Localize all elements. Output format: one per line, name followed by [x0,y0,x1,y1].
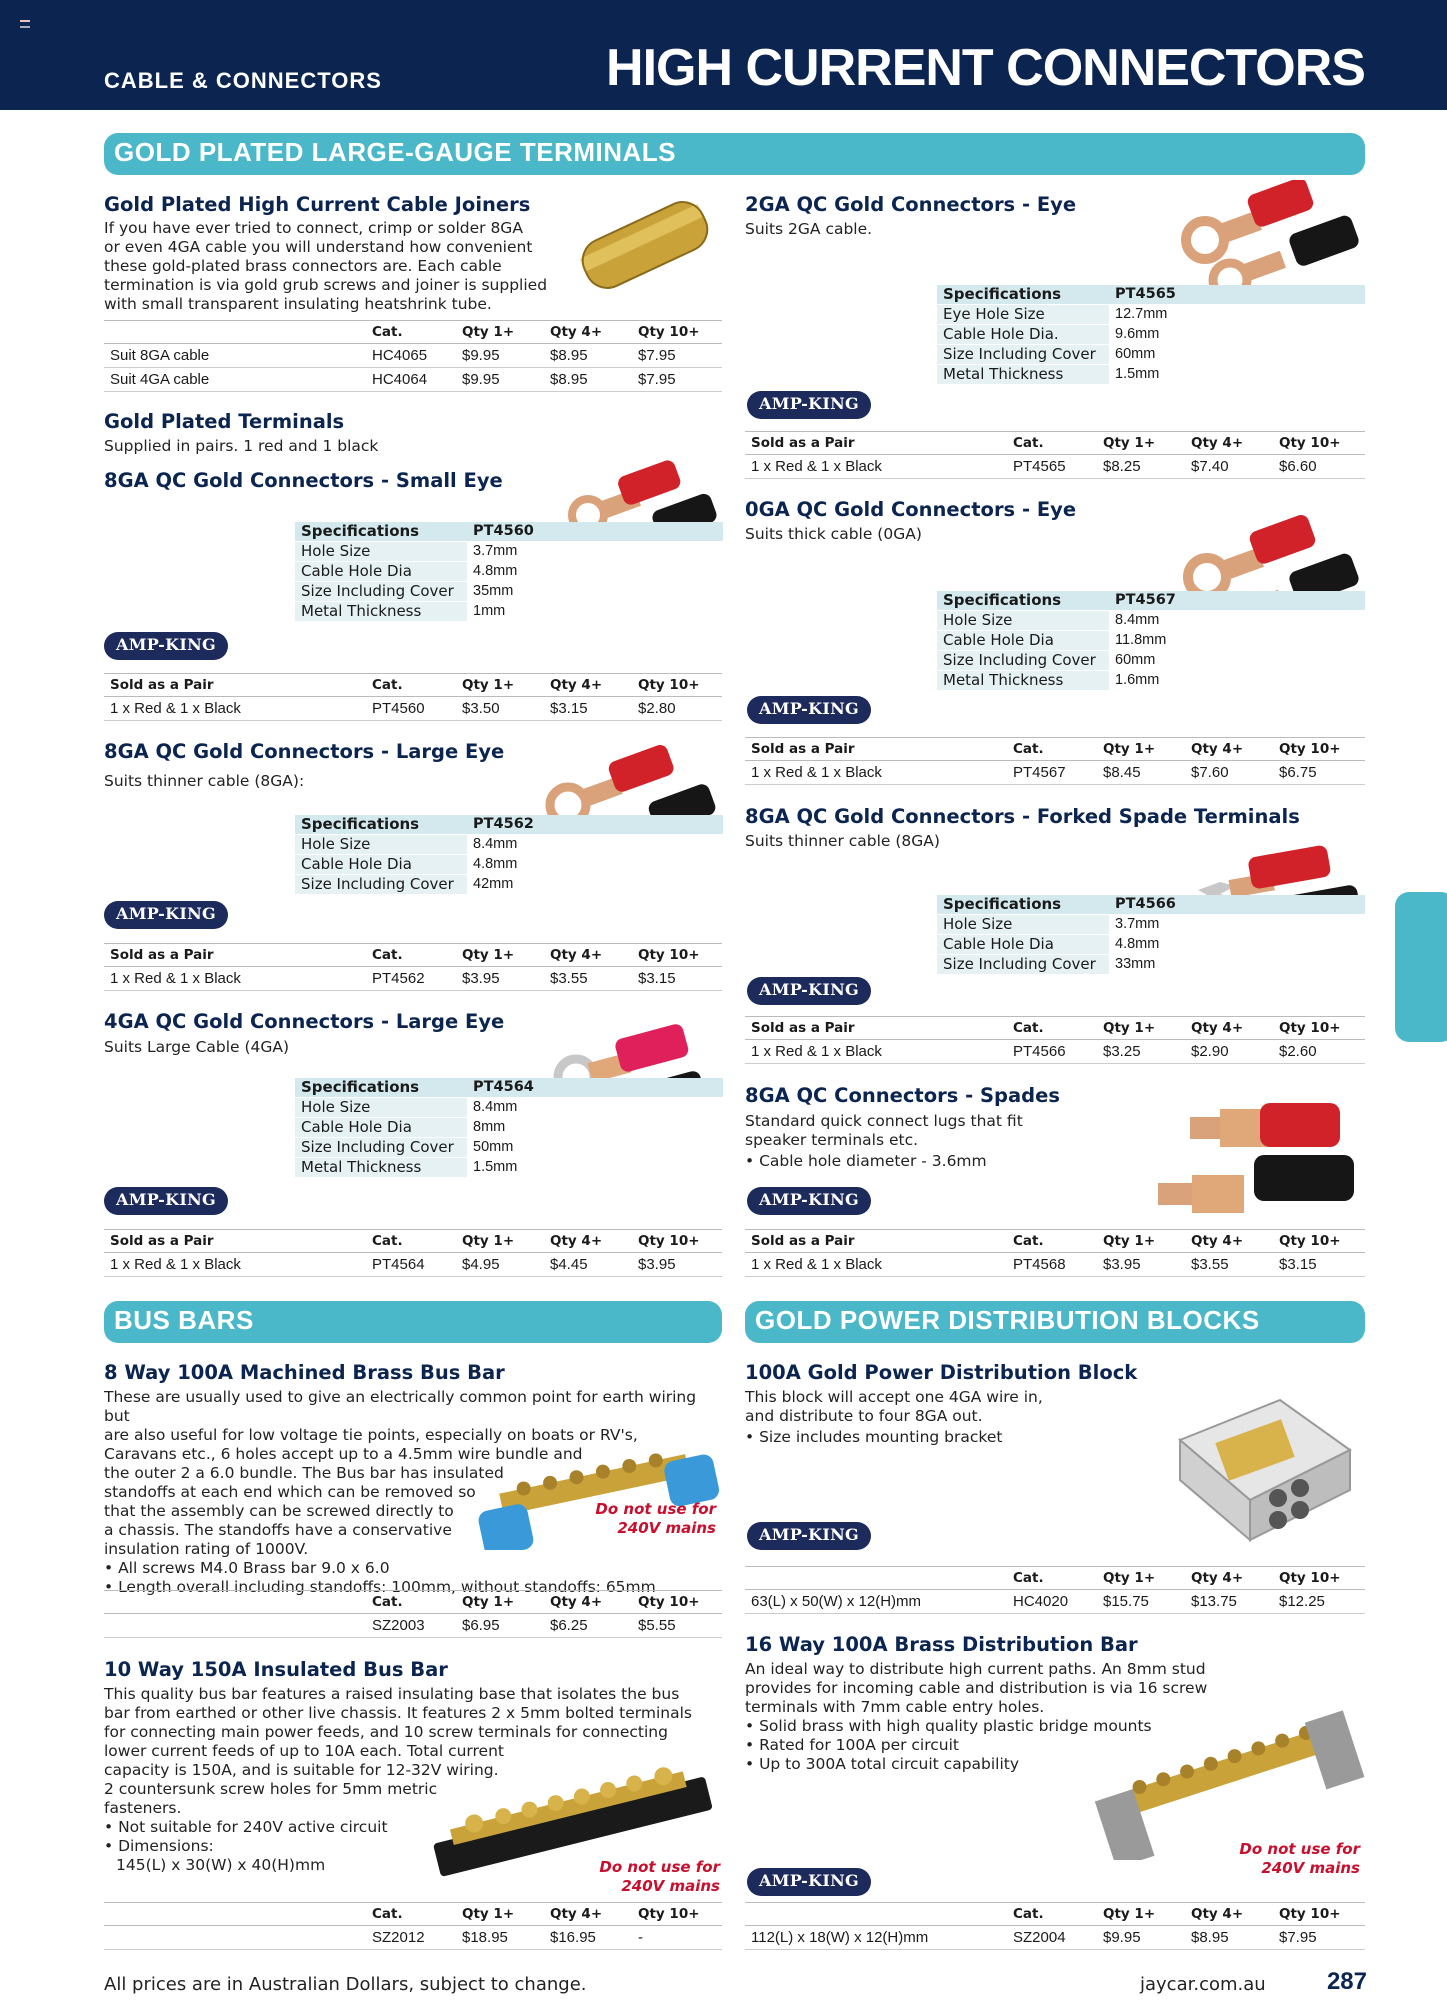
table-row: 1 x Red & 1 x Black PT4566 $3.25 $2.90 $2.60 [745,1040,1365,1064]
amp-king-logo: AMP-KING [747,696,871,724]
amp-king-logo: AMP-KING [104,1187,228,1215]
pt4562-desc: Suits thinner cable (8GA): [104,772,305,790]
sz2003-price-table: Cat. Qty 1+ Qty 4+ Qty 10+ SZ2003 $6.95 $6.25 $5.55 [104,1590,722,1638]
sz2004-warning: Do not use for 240V mains [1239,1840,1360,1877]
pt4568-image [1150,1095,1365,1225]
terminals-desc: Supplied in pairs. 1 red and 1 black [104,437,379,455]
sz2012-price-table: Cat. Qty 1+ Qty 4+ Qty 10+ SZ2012 $18.95 $16.95 - [104,1902,722,1950]
amp-king-logo: AMP-KING [747,1522,871,1550]
pt4562-title: 8GA QC Gold Connectors - Large Eye [104,740,505,763]
amp-king-logo: AMP-KING [104,901,228,929]
pt4568-price-table: Sold as a Pair Cat. Qty 1+ Qty 4+ Qty 10+ 1 x Red & 1 x Black PT4568 $3.95 $3.55 $3.15 [745,1229,1365,1277]
pt4568-title: 8GA QC Connectors - Spades [745,1084,1060,1107]
footer-site-link[interactable]: jaycar.com.au [1140,1974,1266,1995]
page-header [0,0,1447,110]
pt4560-price-table: Sold as a Pair Cat. Qty 1+ Qty 4+ Qty 10+ 1 x Red & 1 x Black PT4560 $3.50 $3.15 $2.80 [104,673,722,721]
band-distribution-blocks: GOLD POWER DISTRIBUTION BLOCKS [745,1301,1365,1343]
sz2004-title: 16 Way 100A Brass Distribution Bar [745,1633,1138,1656]
table-row: 1 x Red & 1 x Black PT4562 $3.95 $3.55 $3.15 [104,967,722,991]
joiners-title: Gold Plated High Current Cable Joiners [104,193,531,216]
sz2004-image [1085,1690,1365,1860]
joiner-image [570,190,720,300]
side-tab[interactable] [1395,892,1447,1042]
pt4565-image [1175,180,1370,300]
pt4565-title: 2GA QC Gold Connectors - Eye [745,193,1077,216]
table-row: 1 x Red & 1 x Black PT4564 $4.95 $4.45 $3.95 [104,1253,722,1277]
joiners-price-table: Cat. Qty 1+ Qty 4+ Qty 10+ Suit 8GA cable HC4065 $9.95 $8.95 $7.95 Suit 4GA cable HC4064 $9.95 $8.95 $7.95 [104,320,722,392]
page-title: HIGH CURRENT CONNECTORS [606,39,1365,97]
table-row: 1 x Red & 1 x Black PT4568 $3.95 $3.55 $3.15 [745,1253,1365,1277]
table-row: 1 x Red & 1 x Black PT4567 $8.45 $7.60 $6.75 [745,761,1365,785]
sz2004-desc: An ideal way to distribute high current paths. An 8mm stud provides for incoming cable and distribution is via 16 screw terminals with 7mm cable entry holes. • Solid brass with high quality plastic bridge mounts • Rated for 100A per circuit • Up to 300A total circuit capability [745,1660,1208,1773]
table-row: Suit 8GA cable HC4065 $9.95 $8.95 $7.95 [104,344,722,368]
table-row: 63(L) x 50(W) x 12(H)mm HC4020 $15.75 $13.75 $12.25 [745,1590,1365,1614]
table-row: SZ2003 $6.95 $6.25 $5.55 [104,1614,722,1638]
page-number: 287 [1326,1968,1367,1995]
pt4564-price-table: Sold as a Pair Cat. Qty 1+ Qty 4+ Qty 10+ 1 x Red & 1 x Black PT4564 $4.95 $4.45 $3.95 [104,1229,722,1277]
band-terminals: GOLD PLATED LARGE-GAUGE TERMINALS [104,133,1365,175]
pt4566-price-table: Sold as a Pair Cat. Qty 1+ Qty 4+ Qty 10+ 1 x Red & 1 x Black PT4566 $3.25 $2.90 $2.60 [745,1016,1365,1064]
pt4560-spec-table: Specifications PT4560 Hole Size 3.7mm Cable Hole Dia 4.8mm Size Including Cover 35mm Metal Thickness 1mm [295,522,723,622]
terminals-title: Gold Plated Terminals [104,410,345,433]
pt4564-spec-table: Specifications PT4564 Hole Size 8.4mm Cable Hole Dia 8mm Size Including Cover 50mm Metal Thickness 1.5mm [295,1078,723,1178]
sz2004-price-table: Cat. Qty 1+ Qty 4+ Qty 10+ 112(L) x 18(W) x 12(H)mm SZ2004 $9.95 $8.95 $7.95 [745,1902,1365,1950]
sz2012-title: 10 Way 150A Insulated Bus Bar [104,1658,448,1681]
pt4565-spec-table: Specifications PT4565 Eye Hole Size 12.7mm Cable Hole Dia. 9.6mm Size Including Cover 60mm Metal Thickness 1.5mm [937,285,1365,385]
pt4562-spec-table: Specifications PT4562 Hole Size 8.4mm Cable Hole Dia 4.8mm Size Including Cover 42mm [295,815,723,895]
pt4567-spec-table: Specifications PT4567 Hole Size 8.4mm Cable Hole Dia 11.8mm Size Including Cover 60mm Metal Thickness 1.6mm [937,591,1365,691]
pt4565-price-table: Sold as a Pair Cat. Qty 1+ Qty 4+ Qty 10+ 1 x Red & 1 x Black PT4565 $8.25 $7.40 $6.60 [745,431,1365,479]
amp-king-logo: AMP-KING [747,391,871,419]
pt4564-title: 4GA QC Gold Connectors - Large Eye [104,1010,505,1033]
pt4566-desc: Suits thinner cable (8GA) [745,832,940,850]
hc4020-price-table: Cat. Qty 1+ Qty 4+ Qty 10+ 63(L) x 50(W) x 12(H)mm HC4020 $15.75 $13.75 $12.25 [745,1566,1365,1614]
sz2003-warning: Do not use for 240V mains [595,1500,716,1537]
pt4568-desc: Standard quick connect lugs that fit speaker terminals etc. • Cable hole diameter - 3.6mm [745,1112,1023,1170]
pt4566-spec-table: Specifications PT4566 Hole Size 3.7mm Cable Hole Dia 4.8mm Size Including Cover 33mm [937,895,1365,975]
pt4567-title: 0GA QC Gold Connectors - Eye [745,498,1077,521]
header-mark [20,20,30,28]
table-row: 112(L) x 18(W) x 12(H)mm SZ2004 $9.95 $8.95 $7.95 [745,1926,1365,1950]
pt4564-desc: Suits Large Cable (4GA) [104,1038,290,1056]
hc4020-desc: This block will accept one 4GA wire in, and distribute to four 8GA out. • Size includes mounting bracket [745,1388,1043,1446]
footer-note: All prices are in Australian Dollars, subject to change. [104,1974,587,1995]
hc4020-image [1160,1380,1360,1550]
sz2003-desc: These are usually used to give an electrically common point for earth wiring but are also useful for low voltage tie points, especially on boats or RV's, Caravans etc., 6 holes accept up to a 4.5mm wire bundle and the outer 2 a 6.0 bundle. The Bus bar has insulated standoffs at each end which can be removed so that the assembly can be screwed directly to a chassis. The standoffs have a conservative insulation rating of 1000V. • All screws M4.0 Brass bar 9.0 x 6.0 • Length overall including standoffs: 100mm, without standoffs: 65mm [104,1388,697,1596]
amp-king-logo: AMP-KING [747,1187,871,1215]
amp-king-logo: AMP-KING [104,632,228,660]
pt4567-price-table: Sold as a Pair Cat. Qty 1+ Qty 4+ Qty 10+ 1 x Red & 1 x Black PT4567 $8.45 $7.60 $6.75 [745,737,1365,785]
amp-king-logo: AMP-KING [747,977,871,1005]
band-bus-bars: BUS BARS [104,1301,722,1343]
amp-king-logo: AMP-KING [747,1868,871,1896]
pt4560-title: 8GA QC Gold Connectors - Small Eye [104,469,503,492]
pt4566-title: 8GA QC Gold Connectors - Forked Spade Terminals [745,805,1300,828]
joiners-desc: If you have ever tried to connect, crimp or solder 8GA or even 4GA cable you will understand how convenient these gold-plated brass connectors are. Each cable termination is via gold grub screws and joiner is supplied with small transparent insulating heatshrink tube. [104,219,548,313]
table-row: 1 x Red & 1 x Black PT4560 $3.50 $3.15 $2.80 [104,697,722,721]
sz2003-title: 8 Way 100A Machined Brass Bus Bar [104,1361,505,1384]
sz2012-desc: This quality bus bar features a raised insulating base that isolates the bus bar from earthed or other live chassis. It features 2 x 5mm bolted terminals for connecting main power feeds, and 10 screw terminals for connecting lower current feeds of up to 10A each. Total current capacity is 150A, and is suitable for 12-32V wiring. 2 countersunk screw holes for 5mm metric fasteners. • Not suitable for 240V active circuit • Dimensions: 145(L) x 30(W) x 40(H)mm [104,1685,692,1874]
table-row: 1 x Red & 1 x Black PT4565 $8.25 $7.40 $6.60 [745,455,1365,479]
section-label: CABLE & CONNECTORS [104,68,382,93]
pt4565-desc: Suits 2GA cable. [745,220,873,238]
table-row: SZ2012 $18.95 $16.95 - [104,1926,722,1950]
pt4567-desc: Suits thick cable (0GA) [745,525,922,543]
sz2012-warning: Do not use for 240V mains [599,1858,720,1895]
hc4020-title: 100A Gold Power Distribution Block [745,1361,1138,1384]
pt4562-price-table: Sold as a Pair Cat. Qty 1+ Qty 4+ Qty 10+ 1 x Red & 1 x Black PT4562 $3.95 $3.55 $3.15 [104,943,722,991]
table-row: Suit 4GA cable HC4064 $9.95 $8.95 $7.95 [104,368,722,392]
